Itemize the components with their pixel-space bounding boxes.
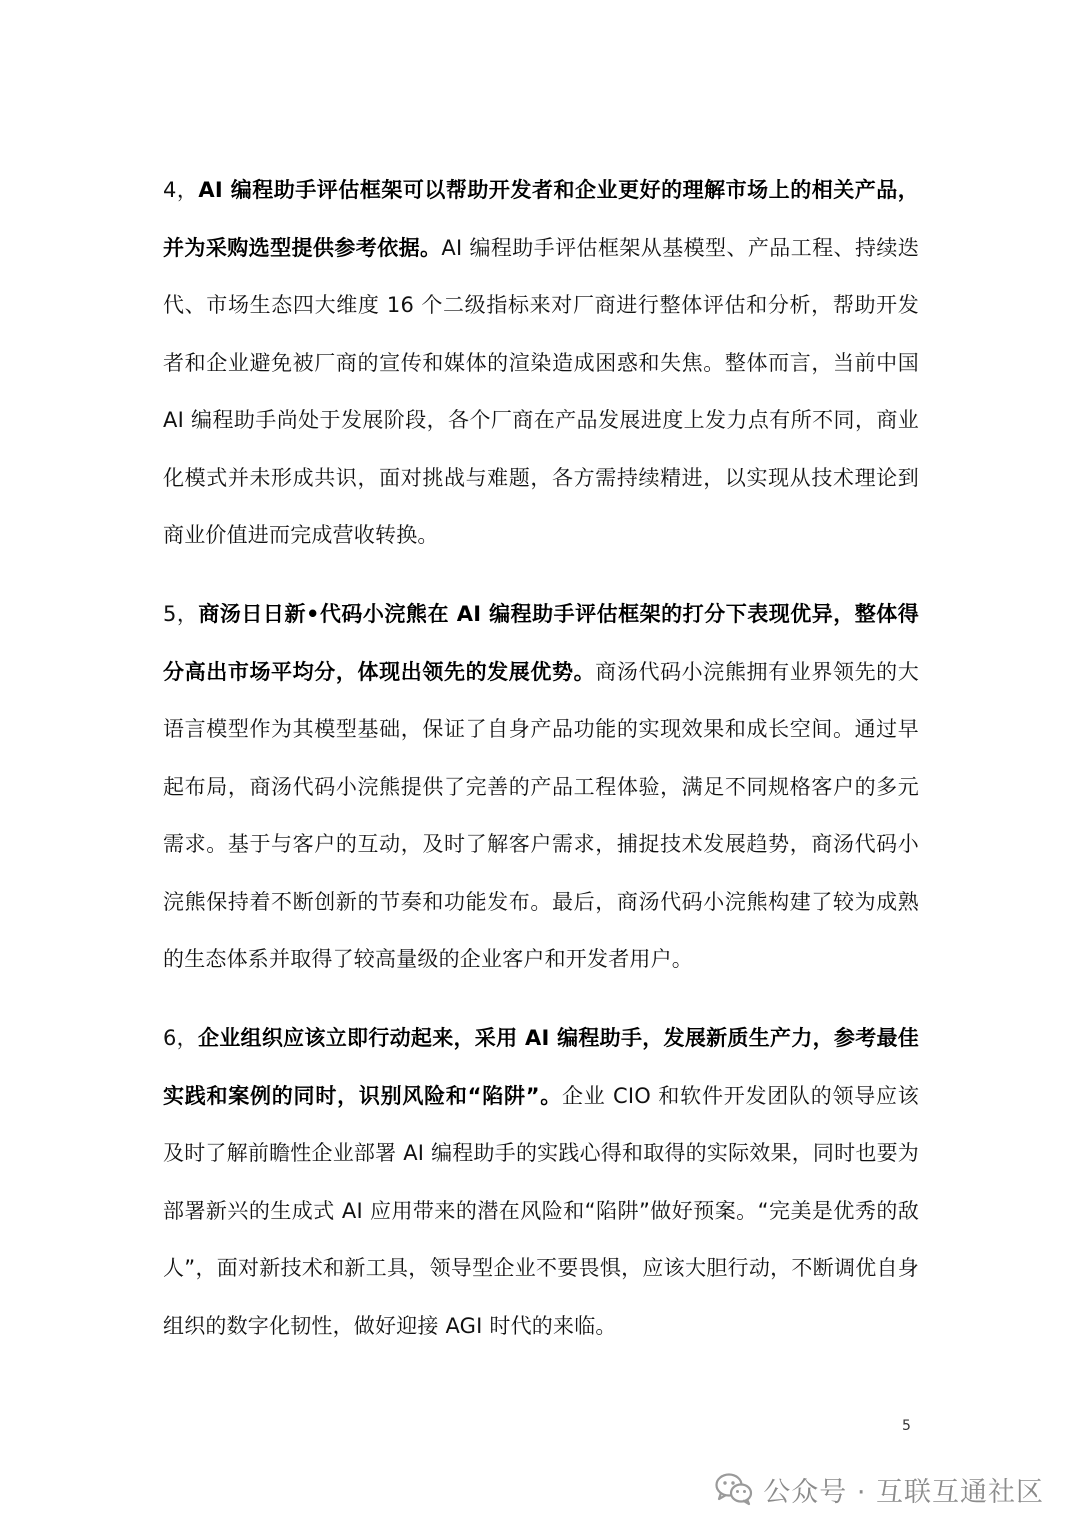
paragraph-6-number: 6， — [163, 1026, 198, 1050]
paragraph-5 — [163, 586, 919, 989]
paragraph-5-body: 商汤代码小浣熊拥有业界领先的大语言模型作为其模型基础，保证了自身产品功能的实现效果和成长空间。通过早起布局，商汤代码小浣熊提供了完善的产品工程体验，满足不同规格客户的多元需求。基于与客户的互动，及时了解客户需求，捕捉技术发展趋势，商汤代码小浣熊保持着不断创新的节奏和功能发布。最后，商汤代码小浣熊构建了较为成熟的生态体系并取得了较高量级的企业客户和开发者用户。 — [163, 659, 919, 971]
paragraph-6-bold-lead: 企业组织应该立即行动起来，采用 AI 编程助手，发展新质生产力，参考最佳实践和案例的同时，识别风险和“陷阱”。 — [163, 1026, 919, 1108]
wechat-icon — [715, 1472, 753, 1506]
paragraph-6 — [163, 1010, 919, 1355]
paragraph-4-bold-lead: AI 编程助手评估框架可以帮助开发者和企业更好的理解市场上的相关产品，并为采购选型提供参考依据。 — [163, 178, 920, 260]
paragraph-6-body: 企业 CIO 和软件开发团队的领导应该及时了解前瞻性企业部署 AI 编程助手的实践心得和取得的实际效果，同时也要为部署新兴的生成式 AI 应用带来的潜在风险和“陷阱”做好预案。“完美是优秀的敌人”，面对新技术和新工具，领导型企业不要畏惧，应该大胆行动，不断调优自身组织的数字化韧性，做好迎接 AGI 时代的来临。 — [163, 1083, 919, 1338]
paragraph-4-body: AI 编程助手评估框架从基模型、产品工程、持续迭代、市场生态四大维度 16 个二级指标来对厂商进行整体评估和分析，帮助开发者和企业避免被厂商的宣传和媒体的渲染造成困惑和失焦。整体而言，当前中国 AI 编程助手尚处于发展阶段，各个厂商在产品发展进度上发力点有所不同，商业化模式并未形成共识，面对挑战与难题，各方需持续精进，以实现从技术理论到商业价值进而完成营收转换。 — [163, 235, 919, 547]
watermark — [715, 1467, 1044, 1511]
paragraph-5-number: 5， — [163, 602, 199, 626]
paragraph-4-number: 4， — [163, 178, 199, 202]
paragraph-4 — [163, 162, 919, 565]
page-number: 5 — [902, 1418, 911, 1434]
paragraph-5-bold-lead: 商汤日日新•代码小浣熊在 AI 编程助手评估框架的打分下表现优异，整体得分高出市场平均分，体现出领先的发展优势。 — [163, 602, 919, 684]
watermark-text: 公众号 · 互联互通社区 — [763, 1476, 1044, 1508]
